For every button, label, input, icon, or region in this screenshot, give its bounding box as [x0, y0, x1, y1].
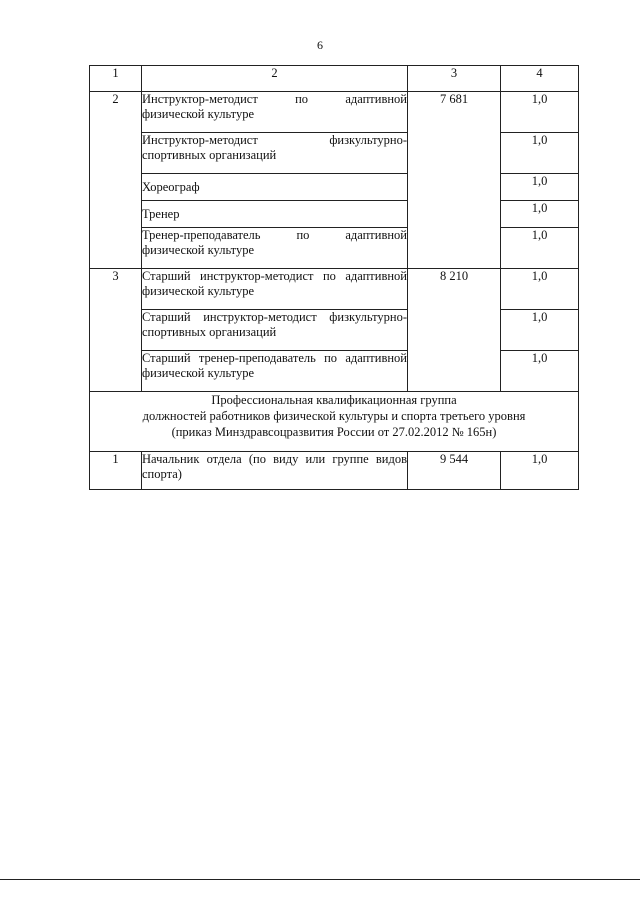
salary-value: 7 681: [408, 92, 501, 269]
group-heading-line: Профессиональная квалификационная группа: [211, 393, 457, 407]
position-name: Хореограф: [142, 174, 408, 201]
table-row: [90, 92, 579, 133]
table-row: [90, 310, 579, 351]
table-row: [90, 174, 579, 201]
group-heading: [90, 392, 579, 452]
table-row: [90, 133, 579, 174]
position-name: [142, 228, 408, 269]
position-name-part: адаптивной: [345, 92, 407, 106]
position-name-part: по: [296, 228, 310, 242]
group-heading-line: (приказ Минздравсоцразвития России от 27.02.2012 № 165н): [171, 425, 497, 439]
position-name-part: физической культуре: [142, 107, 255, 121]
page-number: 6: [317, 38, 323, 52]
coefficient-value: 1,0: [501, 133, 579, 174]
position-name-part: физкультурно-: [329, 133, 407, 147]
position-name-part: физической культуре: [142, 243, 255, 257]
table-header-row: [90, 66, 579, 92]
position-name-part: адаптивной: [345, 228, 407, 242]
position-name: Старший тренер-преподаватель по адаптивной физической культуре: [142, 351, 408, 392]
position-name: [142, 92, 408, 133]
salary-value: 8 210: [408, 269, 501, 392]
position-name: Тренер: [142, 201, 408, 228]
position-name: Старший инструктор-методист по адаптивной физической культуре: [142, 269, 408, 310]
position-name-part: Тренер-преподаватель: [142, 228, 261, 242]
salary-value: 9 544: [408, 452, 501, 490]
position-name-part: Инструктор-методист: [142, 133, 258, 147]
coefficient-value: 1,0: [501, 269, 579, 310]
group-heading-row: [90, 392, 579, 452]
coefficient-value: 1,0: [501, 174, 579, 201]
level-number: 1: [90, 452, 142, 490]
salary-table: [89, 65, 579, 490]
position-name: Начальник отдела (по виду или группе видов спорта): [142, 452, 408, 490]
group-heading-line: должностей работников физической культуры и спорта третьего уровня: [142, 409, 526, 423]
header-col-3: 3: [408, 66, 501, 92]
position-name-part: Инструктор-методист: [142, 92, 258, 106]
coefficient-value: 1,0: [501, 310, 579, 351]
level-number: 2: [90, 92, 142, 269]
coefficient-value: 1,0: [501, 351, 579, 392]
header-col-4: 4: [501, 66, 579, 92]
page-bottom-edge: [0, 879, 640, 880]
table-row: [90, 228, 579, 269]
coefficient-value: 1,0: [501, 201, 579, 228]
header-col-1: 1: [90, 66, 142, 92]
table-row: [90, 351, 579, 392]
table-row: [90, 452, 579, 490]
coefficient-value: 1,0: [501, 92, 579, 133]
level-number: 3: [90, 269, 142, 392]
position-name: Старший инструктор-методист физкультурно-спортивных организаций: [142, 310, 408, 351]
header-col-2: 2: [142, 66, 408, 92]
table-row: [90, 201, 579, 228]
coefficient-value: 1,0: [501, 228, 579, 269]
position-name-part: спортивных организаций: [142, 148, 277, 162]
position-name: [142, 133, 408, 174]
position-name-part: по: [295, 92, 309, 106]
table-row: [90, 269, 579, 310]
coefficient-value: 1,0: [501, 452, 579, 490]
